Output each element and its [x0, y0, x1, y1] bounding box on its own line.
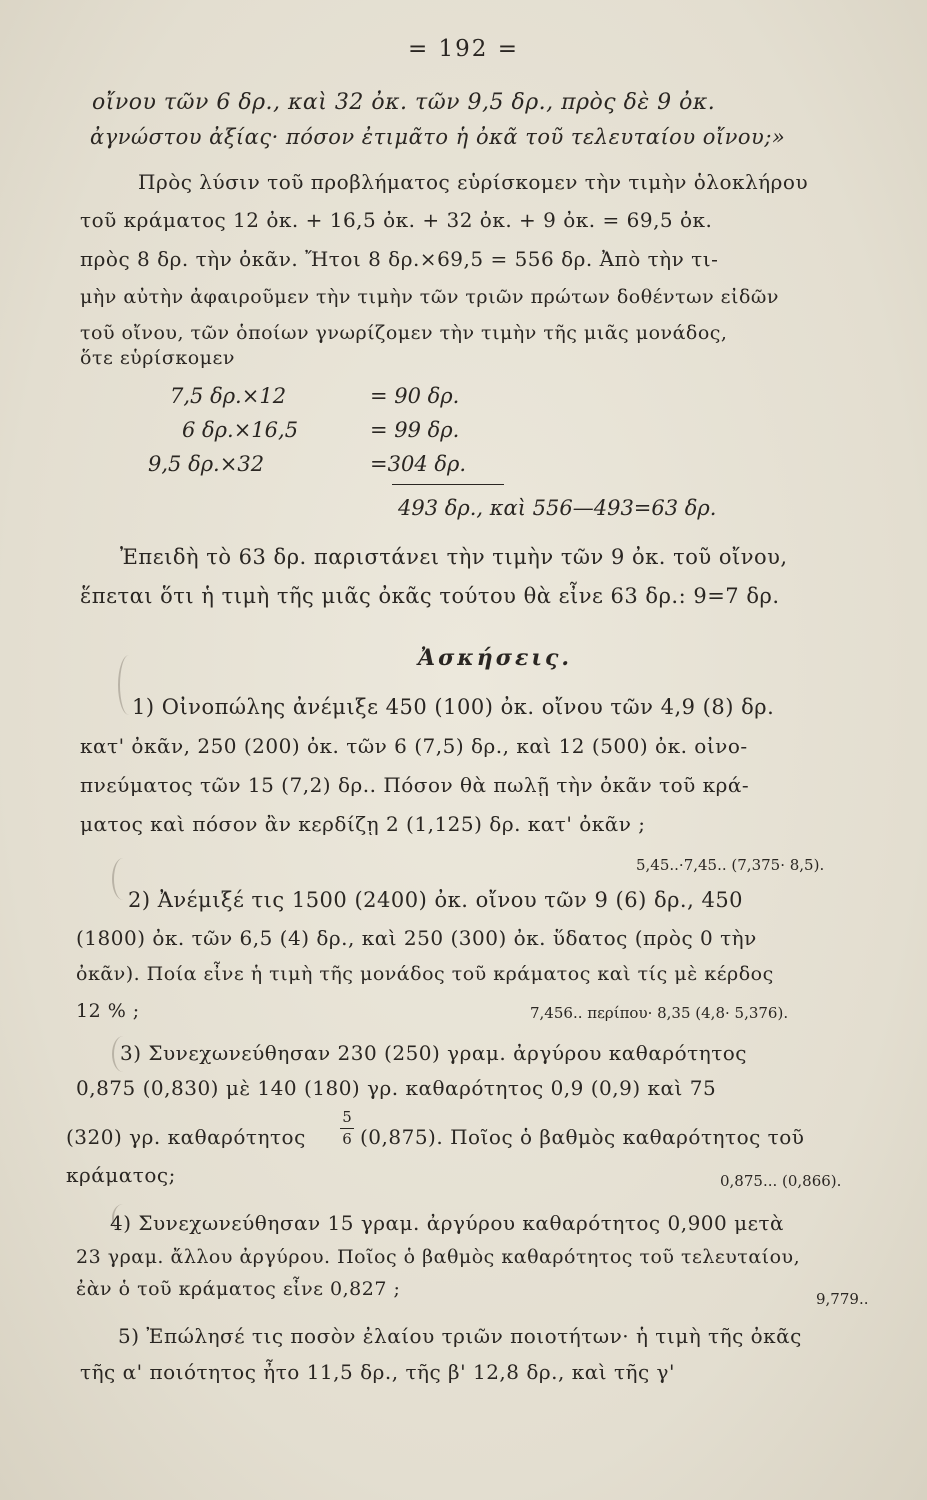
intro-line-1: οἴνου τῶν 6 δρ., καὶ 32 ὀκ. τῶν 9,5 δρ., πρὸς δὲ 9 ὀκ. — [92, 90, 716, 115]
solution-line-1: Πρὸς λύσιν τοῦ προβλήματος εὑρίσκομεν τὴν τιμὴν ὁλοκλήρου — [138, 170, 809, 194]
calc-row-1 — [170, 383, 460, 409]
solution-line-3: πρὸς 8 δρ. τὴν ὀκᾶν. Ἤτοι 8 δρ.×69,5 = 556 δρ. Ἀπὸ τὴν τι- — [80, 247, 719, 271]
conclusion-line-1: Ἐπειδὴ τὸ 63 δρ. παριστάνει τὴν τιμὴν τῶν 9 ὀκ. τοῦ οἴνου, — [120, 545, 788, 569]
exercises-heading: Ἀσκήσεις. — [418, 645, 573, 671]
calc-row-1-right: = 90 δρ. — [370, 384, 460, 408]
calc-total: 493 δρ., καὶ 556—493=63 δρ. — [398, 496, 717, 520]
exercise-3-line-2: 0,875 (0,830) μὲ 140 (180) γρ. καθαρότητος 0,9 (0,9) καὶ 75 — [76, 1076, 717, 1100]
exercise-3-line-1: 3) Συνεχωνεύθησαν 230 (250) γραμ. ἀργύρου καθαρότητος — [120, 1041, 747, 1065]
fraction-denominator: 6 — [342, 1130, 352, 1148]
exercise-3-answer: 0,875... (0,866). — [720, 1172, 842, 1190]
exercise-2-line-1: 2) Ἀνέμιξέ τις 1500 (2400) ὀκ. οἴνου τῶν 9 (6) δρ., 450 — [128, 888, 744, 912]
calc-row-3-left: 9,5 δρ.×32 — [148, 452, 265, 476]
calc-row-3-right: =304 δρ. — [370, 452, 467, 476]
solution-line-2: τοῦ κράματος 12 ὀκ. + 16,5 ὀκ. + 32 ὀκ. + 9 ὀκ. = 69,5 ὀκ. — [80, 208, 713, 232]
calc-row-2-left: 6 δρ.×16,5 — [182, 418, 299, 442]
exercise-5-line-1: 5) Ἐπώλησέ τις ποσὸν ἐλαίου τριῶν ποιοτήτων· ἡ τιμὴ τῆς ὀκᾶς — [118, 1324, 802, 1348]
calc-row-2-right: = 99 δρ. — [370, 418, 460, 442]
exercise-4-answer: 9,779.. — [816, 1290, 869, 1308]
calc-row-1-left: 7,5 δρ.×12 — [170, 384, 287, 408]
exercise-1-line-1: 1) Οἰνοπώλης ἀνέμιξε 450 (100) ὀκ. οἴνου τῶν 4,9 (8) δρ. — [132, 695, 775, 719]
fraction-bar — [340, 1128, 354, 1129]
exercise-4-line-1: 4) Συνεχωνεύθησαν 15 γραμ. ἀργύρου καθαρότητος 0,900 μετὰ — [110, 1211, 785, 1235]
exercise-3-line-3a: (320) γρ. καθαρότητος — [66, 1125, 306, 1149]
exercise-1-line-3: πνεύματος τῶν 15 (7,2) δρ.. Πόσον θὰ πωλῇ τὴν ὀκᾶν τοῦ κρά- — [80, 773, 750, 797]
exercise-3-line-3b: (0,875). Ποῖος ὁ βαθμὸς καθαρότητος τοῦ — [360, 1125, 805, 1149]
exercise-3-line-4: κράματος; — [66, 1163, 176, 1187]
exercise-1-line-4: ματος καὶ πόσον ἂν κερδίζῃ 2 (1,125) δρ. κατ' ὀκᾶν ; — [80, 812, 646, 836]
exercise-1-answer: 5,45..·7,45.. (7,375· 8,5). — [636, 856, 825, 874]
exercise-2-line-2: (1800) ὀκ. τῶν 6,5 (4) δρ., καὶ 250 (300) ὀκ. ὕδατος (πρὸς 0 τὴν — [76, 926, 757, 950]
calc-row-3 — [148, 451, 467, 477]
exercise-4-line-2: 23 γραμ. ἄλλου ἀργύρου. Ποῖος ὁ βαθμὸς καθαρότητος τοῦ τελευταίου, — [76, 1246, 801, 1268]
exercise-4-line-3: ἐὰν ὁ τοῦ κράματος εἶνε 0,827 ; — [76, 1278, 401, 1300]
intro-line-2: ἀγνώστου ἀξίας· πόσον ἐτιμᾶτο ἡ ὀκᾶ τοῦ τελευταίου οἴνου;» — [90, 125, 786, 149]
solution-line-5: τοῦ οἴνου, τῶν ὁποίων γνωρίζομεν τὴν τιμὴν τῆς μιᾶς μονάδος, — [80, 322, 728, 344]
exercise-1-line-2: κατ' ὀκᾶν, 250 (200) ὀκ. τῶν 6 (7,5) δρ., καὶ 12 (500) ὀκ. οἰνο- — [80, 734, 748, 758]
exercise-2-line-4: 12 % ; — [76, 1000, 140, 1022]
exercise-2-answer: 7,456.. περίπου· 8,35 (4,8· 5,376). — [530, 1004, 789, 1022]
exercise-5-line-2: τῆς α' ποιότητος ἦτο 11,5 δρ., τῆς β' 12,8 δρ., καὶ τῆς γ' — [80, 1360, 675, 1384]
exercise-2-line-3: ὀκᾶν). Ποία εἶνε ἡ τιμὴ τῆς μονάδος τοῦ κράματος καὶ τίς μὲ κέρδος — [76, 963, 774, 985]
sum-rule — [392, 484, 504, 485]
solution-line-4: μὴν αὐτὴν ἀφαιροῦμεν τὴν τιμὴν τῶν τριῶν πρώτων δοθέντων εἰδῶν — [80, 286, 779, 308]
fraction-numerator: 5 — [342, 1108, 352, 1126]
page-number: = 192 = — [407, 36, 520, 62]
calc-row-2 — [182, 417, 460, 443]
conclusion-line-2: ἕπεται ὅτι ἡ τιμὴ τῆς μιᾶς ὀκᾶς τούτου θὰ εἶνε 63 δρ.: 9=7 δρ. — [80, 584, 780, 608]
solution-line-6: ὅτε εὑρίσκομεν — [80, 347, 235, 369]
